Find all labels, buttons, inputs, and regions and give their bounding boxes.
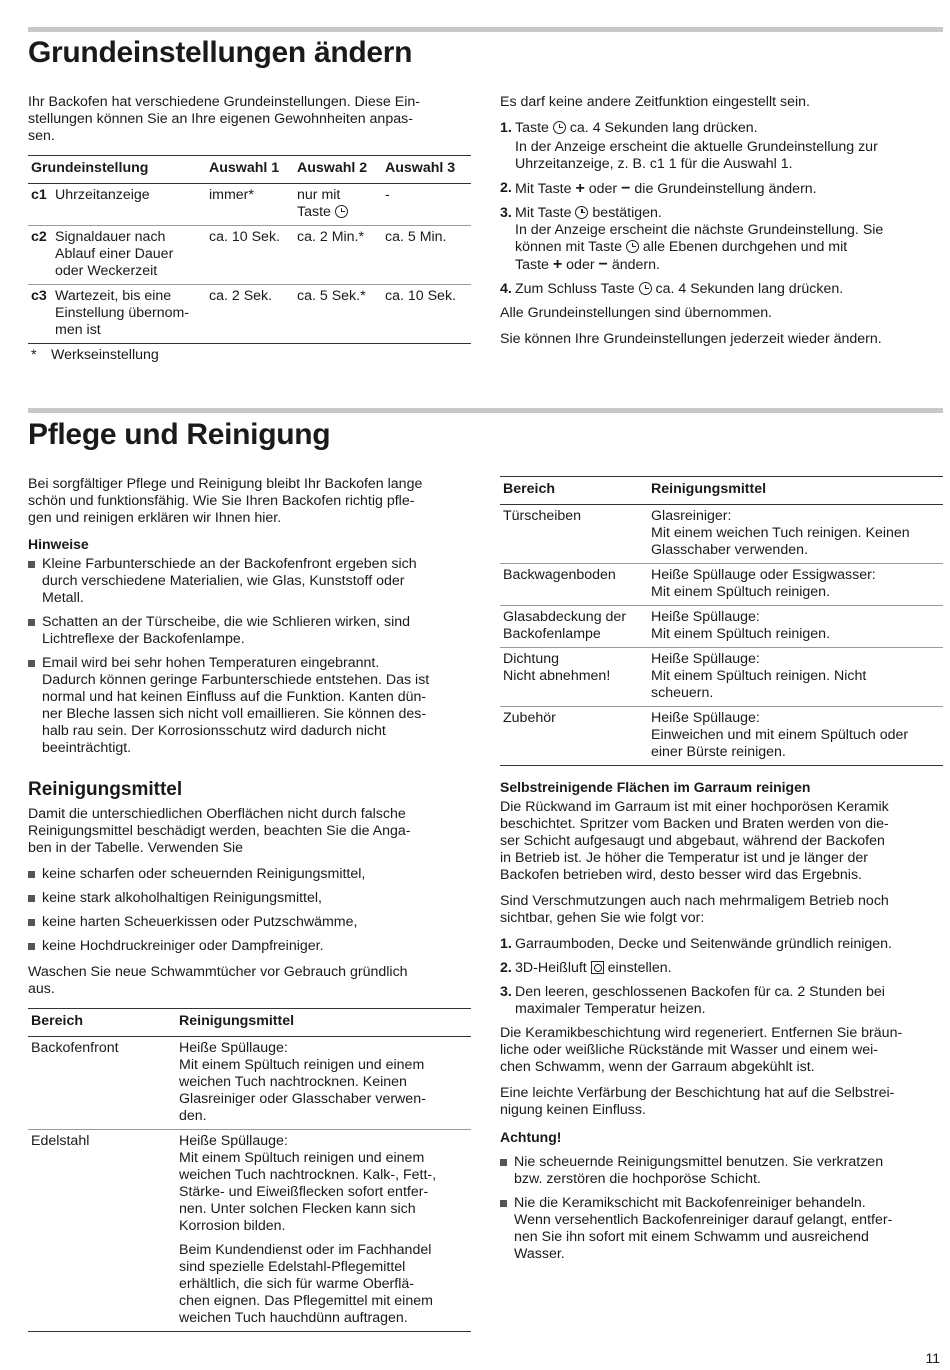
- table-cell: Backofenfront: [28, 1037, 176, 1130]
- table-header: Auswahl 3: [382, 156, 471, 184]
- bullet-square-icon: [500, 1195, 514, 1202]
- list-item: [28, 655, 473, 757]
- table-header: Grundeinstellung: [28, 156, 206, 184]
- step-text: Taste: [515, 120, 549, 136]
- left-column-settings: [28, 94, 473, 364]
- setting-name: Signaldauer nach Ablauf einer Dauer oder Weckerzeit: [55, 229, 174, 279]
- clock-icon: [553, 121, 566, 134]
- bullet-square-icon: [28, 556, 42, 563]
- minus-icon: −: [598, 256, 608, 273]
- step-number: 3.: [500, 205, 512, 221]
- step-continuation: alle Ebenen durchgehen und mit Taste: [515, 239, 848, 273]
- table-cell: -: [382, 184, 471, 226]
- step-text: Den leeren, geschlossenen Backofen für ca. 2 Stunden bei maximaler Temperatur heizen.: [515, 984, 885, 1017]
- cell-text: Beim Kundendienst oder im Fachhandel sind spezielle Edelstahl-Pflegemittel erhältlich, die sich für warme Oberflä- chen eignen. Das Pflegemittel mit einem weichen Tuch hauchdünn auftragen.: [179, 1242, 433, 1326]
- table-cell: ca. 5 Sek.*: [294, 285, 382, 344]
- bullet-square-icon: [28, 938, 42, 945]
- step-text: 3D-Heißluft: [515, 960, 587, 976]
- table-footnote: [28, 347, 473, 364]
- table-cell: Glasreiniger: Mit einem weichen Tuch reinigen. Keinen Glasschaber verwenden.: [648, 505, 943, 564]
- table-row: [28, 285, 471, 344]
- table-row: [500, 648, 943, 707]
- cell-text: Heiße Spüllauge: Mit einem Spültuch reinigen und einem weichen Tuch nachtrocknen. Kalk-, Fett-, Stärke- und Eiweißflecken sofort entfer- nen. Unter solchen Flecken kann sich Korrosion bilden.: [179, 1133, 437, 1234]
- step-number: 1.: [500, 936, 512, 952]
- table-cell: immer*: [206, 184, 294, 226]
- settings-outro: Sie können Ihre Grundeinstellungen jederzeit wieder ändern.: [500, 331, 882, 347]
- table-cell: Glasabdeckung der Backofenlampe: [500, 606, 648, 648]
- table-header: Bereich: [28, 1009, 176, 1037]
- table-cell: Backwagenboden: [500, 564, 648, 606]
- step-text: Mit Taste: [515, 181, 572, 197]
- list-item-text: keine harten Scheuerkissen oder Putzschwämme,: [42, 914, 358, 930]
- step-text: einstellen.: [607, 960, 672, 976]
- hot-air-3d-icon: [591, 961, 604, 974]
- table-cell: [28, 285, 206, 344]
- step-1: [500, 120, 940, 173]
- step-2: [500, 180, 940, 198]
- table-header-row: [28, 1009, 471, 1037]
- table-cell: [294, 184, 382, 226]
- table-cell: ca. 10 Sek.: [206, 226, 294, 285]
- list-item: [28, 556, 473, 607]
- table-cell: Edelstahl: [28, 1130, 176, 1332]
- settings-outro: Alle Grundeinstellungen sind übernommen.: [500, 305, 773, 321]
- cleaning-table-left: [28, 1008, 471, 1332]
- plus-icon: +: [552, 256, 563, 273]
- clock-icon: [575, 206, 588, 219]
- right-column-care: [500, 476, 943, 1270]
- table-header: Bereich: [500, 477, 648, 505]
- table-cell: Heiße Spüllauge oder Essigwasser: Mit einem Spültuch reinigen.: [648, 564, 943, 606]
- table-row: [28, 226, 471, 285]
- reinigungsmittel-intro: Damit die unterschiedlichen Oberflächen nicht durch falsche Reinigungsmittel beschädigt werden, beachten Sie die Anga- ben in der Tabelle. Verwenden Sie: [28, 806, 411, 856]
- step-number: 4.: [500, 281, 512, 297]
- step-continuation: ändern.: [611, 257, 660, 273]
- selfclean-paragraph: Die Keramikbeschichtung wird regeneriert. Entfernen Sie bräun- liche oder weißliche Rückstände mit Wasser und einem wei- chen Schwamm, wenn der Garraum abgekühlt ist.: [500, 1025, 903, 1075]
- table-cell: Heiße Spüllauge: Mit einem Spültuch reinigen. Nicht scheuern.: [648, 648, 943, 707]
- setting-code: c1: [31, 187, 47, 203]
- table-row: [500, 564, 943, 606]
- list-item-text: Nie scheuernde Reinigungsmittel benutzen. Sie verkratzen bzw. zerstören die hochporöse Schicht.: [514, 1154, 884, 1187]
- list-item: [28, 614, 473, 648]
- list-item-text: Kleine Farbunterschiede an der Backofenfront ergeben sich durch verschiedene Materialien, wie Glas, Kunststoff oder Metall.: [42, 556, 417, 606]
- list-item-text: keine scharfen oder scheuernden Reinigungsmittel,: [42, 866, 366, 882]
- step-text: Garraumboden, Decke und Seitenwände gründlich reinigen.: [515, 936, 892, 952]
- table-header: Reinigungsmittel: [648, 477, 943, 505]
- table-header: Auswahl 1: [206, 156, 294, 184]
- table-row: [500, 707, 943, 766]
- table-header: Auswahl 2: [294, 156, 382, 184]
- footnote-mark: *: [31, 347, 37, 363]
- settings-table: [28, 155, 471, 344]
- setting-name: Uhrzeitanzeige: [55, 187, 150, 203]
- table-cell: [176, 1130, 471, 1332]
- section-rule-pflege: [28, 408, 943, 413]
- table-row: [500, 606, 943, 648]
- setting-code: c2: [31, 229, 47, 245]
- list-item: [500, 1154, 943, 1188]
- step-text: ca. 4 Sekunden lang drücken.: [655, 281, 844, 297]
- setting-code: c3: [31, 288, 47, 304]
- section-title-grundeinstellungen: Grundeinstellungen ändern: [28, 36, 413, 69]
- right-column-steps: [500, 94, 940, 357]
- table-cell: Zubehör: [500, 707, 648, 766]
- cell-text: nur mit Taste: [297, 187, 341, 220]
- step-continuation: In der Anzeige erscheint die aktuelle Grundeinstellung zur Uhrzeitanzeige, z. B. c1 1 für die Auswahl 1.: [515, 139, 878, 172]
- table-cell: Dichtung Nicht abnehmen!: [500, 648, 648, 707]
- step-text: Zum Schluss Taste: [515, 281, 635, 297]
- plus-icon: +: [575, 180, 585, 197]
- table-cell: [28, 184, 206, 226]
- list-item: [28, 938, 473, 955]
- step-text: die Grundeinstellung ändern.: [634, 181, 817, 197]
- step-number: 3.: [500, 984, 512, 1000]
- list-item: [500, 1195, 943, 1263]
- clock-icon: [626, 240, 639, 253]
- list-item-text: keine stark alkoholhaltigen Reinigungsmittel,: [42, 890, 322, 906]
- selfclean-paragraph: Die Rückwand im Garraum ist mit einer hochporösen Keramik beschichtet. Spritzer vom Backen und Braten werden von die- ser Schicht aufgesaugt und abgebaut, während der Backofen in Betrieb ist. Je höher die Temperatur ist und je länger der Backofen betrieben wird, desto besser wird das Ergebnis.: [500, 799, 889, 883]
- reinigungsmittel-outro: Waschen Sie neue Schwammtücher vor Gebrauch gründlich aus.: [28, 964, 408, 997]
- achtung-heading: Achtung!: [500, 1129, 562, 1145]
- section-title-pflege: Pflege und Reinigung: [28, 418, 331, 451]
- table-header: Reinigungsmittel: [176, 1009, 471, 1037]
- clock-icon: [639, 282, 652, 295]
- selfclean-heading: Selbstreinigende Flächen im Garraum reinigen: [500, 779, 811, 795]
- step-number: 1.: [500, 120, 512, 136]
- step-3: [500, 205, 940, 274]
- step-4: [500, 281, 940, 298]
- list-item-text: keine Hochdruckreiniger oder Dampfreiniger.: [42, 938, 324, 954]
- section-rule-top: [28, 27, 943, 32]
- step-continuation: oder: [566, 257, 595, 273]
- step-text: bestätigen.: [592, 205, 662, 221]
- table-cell: [28, 226, 206, 285]
- step-number: 2.: [500, 180, 512, 196]
- footnote-text: Werkseinstellung: [51, 347, 159, 363]
- step-text: ca. 4 Sekunden lang drücken.: [569, 120, 758, 136]
- bullet-square-icon: [28, 866, 42, 873]
- cleaning-table-right: [500, 476, 943, 766]
- table-cell: Heiße Spüllauge: Einweichen und mit einem Spültuch oder einer Bürste reinigen.: [648, 707, 943, 766]
- list-item-text: Email wird bei sehr hohen Temperaturen eingebrannt. Dadurch können geringe Farbunterschiede entstehen. Das ist normal und hat keinen Einfluss auf die Funktion. Kanten dün- ner Bleche lassen sich nicht voll emaillieren. Sie können des- halb rau sein. Der Korrosionsschutz wird dadurch nicht beeinträchtigt.: [42, 655, 430, 756]
- table-header-row: [28, 156, 471, 184]
- list-item: [28, 866, 473, 883]
- selfclean-step-1: [500, 936, 943, 953]
- steps-intro: Es darf keine andere Zeitfunktion eingestellt sein.: [500, 94, 810, 110]
- table-cell: ca. 10 Sek.: [382, 285, 471, 344]
- table-cell: Heiße Spüllauge: Mit einem Spültuch reinigen.: [648, 606, 943, 648]
- table-cell: ca. 5 Min.: [382, 226, 471, 285]
- step-number: 2.: [500, 960, 512, 976]
- table-cell: Heiße Spüllauge: Mit einem Spültuch reinigen und einem weichen Tuch nachtrocknen. Keinen Glasreiniger oder Glasschaber verwen- den.: [176, 1037, 471, 1130]
- bullet-square-icon: [500, 1154, 514, 1161]
- list-item-text: Nie die Keramikschicht mit Backofenreiniger behandeln. Wenn versehentlich Backofenreiniger darauf gelangt, entfer- nen Sie ihn sofort mit einem Schwamm und ausreichend Wasser.: [514, 1195, 893, 1262]
- step-text: Mit Taste: [515, 205, 572, 221]
- step-continuation: In der Anzeige erscheint die nächste Grundeinstellung. Sie können mit Taste: [515, 222, 884, 255]
- table-row: [500, 505, 943, 564]
- bullet-square-icon: [28, 614, 42, 621]
- table-row: [28, 1037, 471, 1130]
- clock-icon: [335, 205, 348, 218]
- table-header-row: [500, 477, 943, 505]
- selfclean-paragraph: Eine leichte Verfärbung der Beschichtung hat auf die Selbstrei- nigung keinen Einfluss.: [500, 1085, 895, 1118]
- hinweise-heading: Hinweise: [28, 536, 89, 552]
- table-cell: ca. 2 Sek.: [206, 285, 294, 344]
- bullet-square-icon: [28, 655, 42, 662]
- selfclean-step-2: [500, 960, 943, 977]
- list-item: [28, 890, 473, 907]
- care-intro: Bei sorgfältiger Pflege und Reinigung bleibt Ihr Backofen lange schön und funktionsfähig. Wie Sie Ihren Backofen richtig pfle- gen und reinigen erklären wir Ihnen hier.: [28, 476, 423, 526]
- page-number: 11: [925, 1350, 940, 1366]
- setting-name: Wartezeit, bis eine Einstellung übernom- men ist: [55, 288, 190, 338]
- table-row: [28, 1130, 471, 1332]
- table-row: [28, 184, 471, 226]
- settings-intro: Ihr Backofen hat verschiedene Grundeinstellungen. Diese Ein- stellungen können Sie an Ihre eigenen Gewohnheiten anpas- sen.: [28, 94, 420, 144]
- bullet-square-icon: [28, 914, 42, 921]
- selfclean-step-3: [500, 984, 943, 1018]
- minus-icon: −: [621, 180, 631, 197]
- selfclean-paragraph: Sind Verschmutzungen auch nach mehrmaligem Betrieb noch sichtbar, gehen Sie wie folgt vor:: [500, 893, 889, 926]
- reinigungsmittel-heading: Reinigungsmittel: [28, 779, 183, 800]
- left-column-care: [28, 476, 473, 1332]
- bullet-square-icon: [28, 890, 42, 897]
- table-cell: ca. 2 Min.*: [294, 226, 382, 285]
- table-cell: Türscheiben: [500, 505, 648, 564]
- list-item-text: Schatten an der Türscheibe, die wie Schlieren wirken, sind Lichtreflexe der Backofenlampe.: [42, 614, 411, 647]
- list-item: [28, 914, 473, 931]
- step-text: oder: [588, 181, 618, 197]
